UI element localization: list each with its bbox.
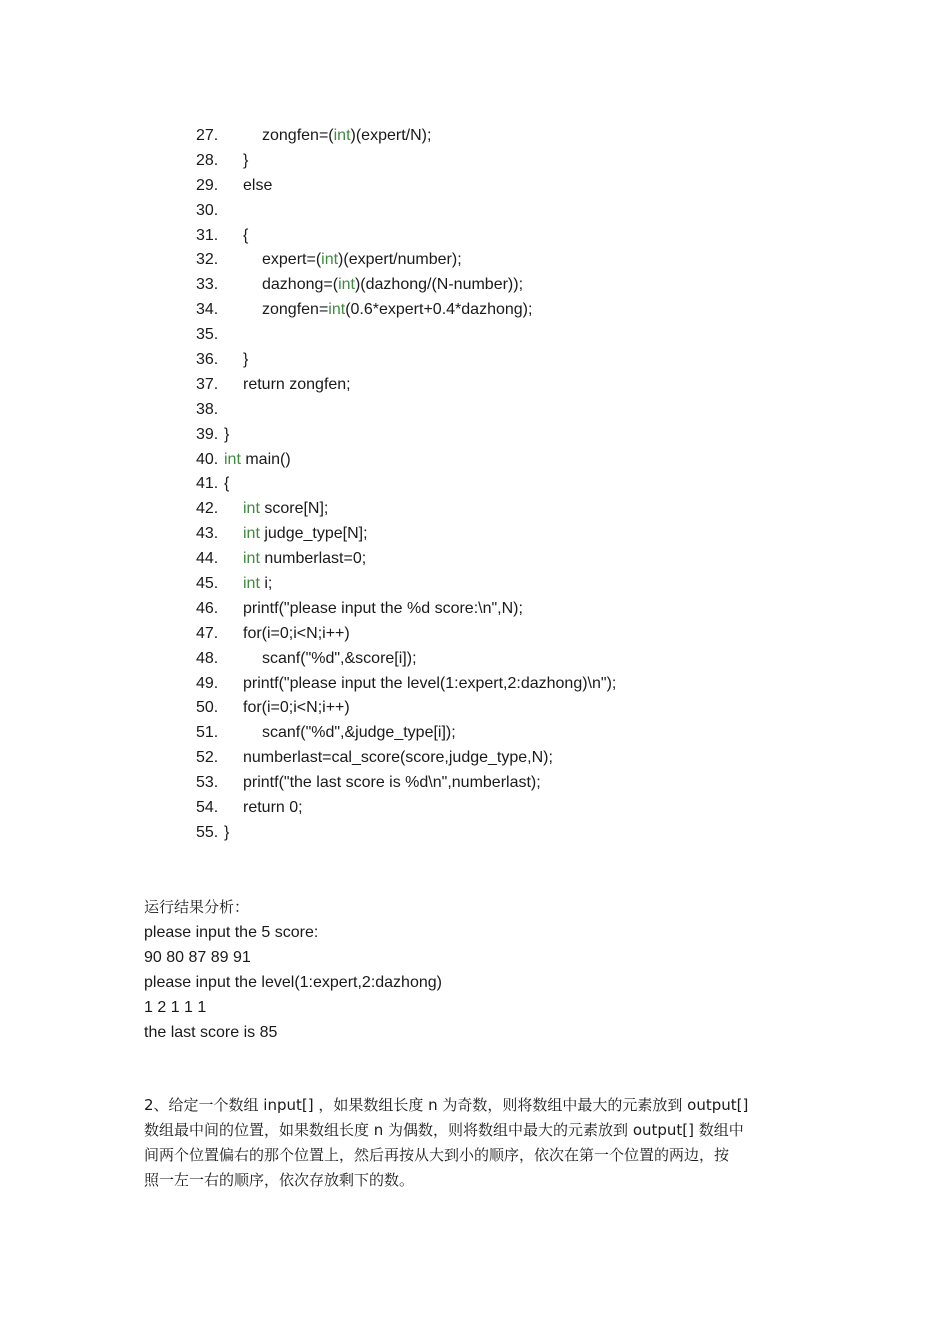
code-line <box>196 373 616 398</box>
code-text <box>224 472 229 497</box>
line-number: 47. <box>196 624 219 642</box>
code-line <box>196 597 616 622</box>
line-number: 33. <box>196 276 219 294</box>
code-token: } <box>224 823 230 841</box>
keyword-int: int <box>328 301 346 319</box>
code-line <box>196 174 616 199</box>
code-text <box>243 248 462 273</box>
run-result-section <box>144 895 442 1045</box>
code-text <box>243 497 328 522</box>
code-text <box>243 547 366 572</box>
code-token: return 0; <box>243 799 303 817</box>
run-result-line: please input the 5 score: <box>144 924 319 941</box>
code-token: printf("the last score is %d\n",numberlast); <box>243 774 541 792</box>
code-token: zongfen= <box>262 301 329 319</box>
line-number: 46. <box>196 599 219 617</box>
code-line <box>196 248 616 273</box>
code-text <box>243 149 248 174</box>
code-text <box>243 647 417 672</box>
code-text <box>243 522 368 547</box>
code-line <box>196 522 616 547</box>
code-token: { <box>224 475 230 493</box>
run-result-line: 1 2 1 1 1 <box>144 999 207 1016</box>
line-number: 52. <box>196 749 219 767</box>
code-line <box>196 746 616 771</box>
code-token: numberlast=0; <box>259 550 367 568</box>
code-token: )(dazhong/(N-number)); <box>354 276 524 294</box>
code-line <box>196 821 616 846</box>
line-number: 39. <box>196 425 219 443</box>
line-number: 35. <box>196 326 219 344</box>
code-line <box>196 547 616 572</box>
code-token: scanf("%d",&judge_type[i]); <box>262 724 456 742</box>
code-line <box>196 796 616 821</box>
code-line <box>196 124 616 149</box>
keyword-int: int <box>243 575 260 593</box>
code-text <box>243 373 351 398</box>
line-number: 53. <box>196 774 219 792</box>
problem-line: 间两个位置偏右的那个位置上，然后再按从大到小的顺序，依次在第一个位置的两边，按 <box>144 1146 730 1164</box>
code-text <box>243 224 248 249</box>
code-line <box>196 771 616 796</box>
code-line <box>196 273 616 298</box>
keyword-int: int <box>243 525 260 543</box>
problem-description <box>144 1093 804 1193</box>
code-text <box>243 572 272 597</box>
code-token: score[N]; <box>259 500 329 518</box>
code-token: i; <box>259 575 273 593</box>
code-line <box>196 472 616 497</box>
line-number: 54. <box>196 799 219 817</box>
code-text <box>243 696 350 721</box>
code-token: for(i=0;i<N;i++) <box>243 624 350 642</box>
code-line <box>196 622 616 647</box>
keyword-int: int <box>338 276 355 294</box>
code-text <box>243 721 456 746</box>
line-number: 32. <box>196 251 219 269</box>
code-text <box>243 771 541 796</box>
line-number: 49. <box>196 674 219 692</box>
code-line <box>196 224 616 249</box>
line-number: 36. <box>196 351 219 369</box>
code-token: (0.6*expert+0.4*dazhong); <box>345 301 533 319</box>
code-line <box>196 298 616 323</box>
problem-line: 2、给定一个数组 input[] ，如果数组长度 n 为奇数，则将数组中最大的元素放到 output[] <box>144 1096 749 1114</box>
line-number: 28. <box>196 151 219 169</box>
code-line <box>196 721 616 746</box>
code-text <box>243 273 523 298</box>
code-token: dazhong=( <box>262 276 339 294</box>
code-line <box>196 572 616 597</box>
code-text <box>224 423 229 448</box>
code-line <box>196 149 616 174</box>
code-text <box>243 746 553 771</box>
code-text <box>243 796 303 821</box>
line-number: 29. <box>196 176 219 194</box>
code-text <box>243 174 272 199</box>
code-token: } <box>243 151 249 169</box>
code-token: for(i=0;i<N;i++) <box>243 699 350 717</box>
code-line <box>196 497 616 522</box>
keyword-int: int <box>321 251 339 269</box>
code-text <box>243 622 350 647</box>
code-text <box>243 597 523 622</box>
code-line <box>196 672 616 697</box>
line-number: 50. <box>196 699 219 717</box>
run-result-line: the last score is 85 <box>144 1024 278 1041</box>
code-token: judge_type[N]; <box>259 525 368 543</box>
code-token: main() <box>240 450 291 468</box>
code-text <box>243 124 431 149</box>
code-line <box>196 448 616 473</box>
code-text <box>224 821 229 846</box>
code-text <box>224 448 291 473</box>
code-line <box>196 323 616 348</box>
line-number: 37. <box>196 375 219 393</box>
code-token: expert=( <box>262 251 322 269</box>
line-number: 43. <box>196 525 219 543</box>
code-line <box>196 348 616 373</box>
keyword-int: int <box>243 550 260 568</box>
run-result-line: 90 80 87 89 91 <box>144 949 251 966</box>
code-token: } <box>224 425 230 443</box>
line-number: 34. <box>196 301 219 319</box>
line-number: 44. <box>196 550 219 568</box>
line-number: 30. <box>196 201 219 219</box>
code-line <box>196 647 616 672</box>
line-number: 41. <box>196 475 219 493</box>
line-number: 45. <box>196 575 219 593</box>
code-token: } <box>243 351 249 369</box>
code-token: return zongfen; <box>243 375 351 393</box>
line-number: 48. <box>196 649 219 667</box>
code-token: printf("please input the %d score:\n",N); <box>243 599 523 617</box>
code-token: else <box>243 176 273 194</box>
problem-line: 照一左一右的顺序，依次存放剩下的数。 <box>144 1171 415 1189</box>
keyword-int: int <box>224 450 241 468</box>
code-token: numberlast=cal_score(score,judge_type,N); <box>243 749 553 767</box>
code-token: )(expert/N); <box>350 127 432 144</box>
code-token: zongfen=( <box>262 127 334 144</box>
line-number: 55. <box>196 823 219 841</box>
line-number: 42. <box>196 500 219 518</box>
code-line <box>196 199 616 224</box>
line-number: 27. <box>196 127 219 144</box>
problem-line: 数组最中间的位置，如果数组长度 n 为偶数，则将数组中最大的元素放到 output[] 数组中 <box>144 1121 744 1139</box>
code-token: )(expert/number); <box>338 251 462 269</box>
code-token: { <box>243 226 249 244</box>
line-number: 40. <box>196 450 219 468</box>
keyword-int: int <box>243 500 260 518</box>
line-number: 51. <box>196 724 219 742</box>
code-text <box>243 672 616 697</box>
code-line <box>196 696 616 721</box>
run-result-line: please input the level(1:expert,2:dazhong) <box>144 974 442 991</box>
code-listing <box>196 124 616 846</box>
keyword-int: int <box>333 127 351 144</box>
code-line <box>196 423 616 448</box>
code-line <box>196 398 616 423</box>
code-token: scanf("%d",&score[i]); <box>262 649 417 667</box>
code-token: printf("please input the level(1:expert,2:dazhong)\n"); <box>243 674 617 692</box>
line-number: 38. <box>196 400 219 418</box>
code-text <box>243 298 532 323</box>
run-result-heading: 运行结果分析： <box>144 898 250 916</box>
code-text <box>243 348 248 373</box>
line-number: 31. <box>196 226 219 244</box>
